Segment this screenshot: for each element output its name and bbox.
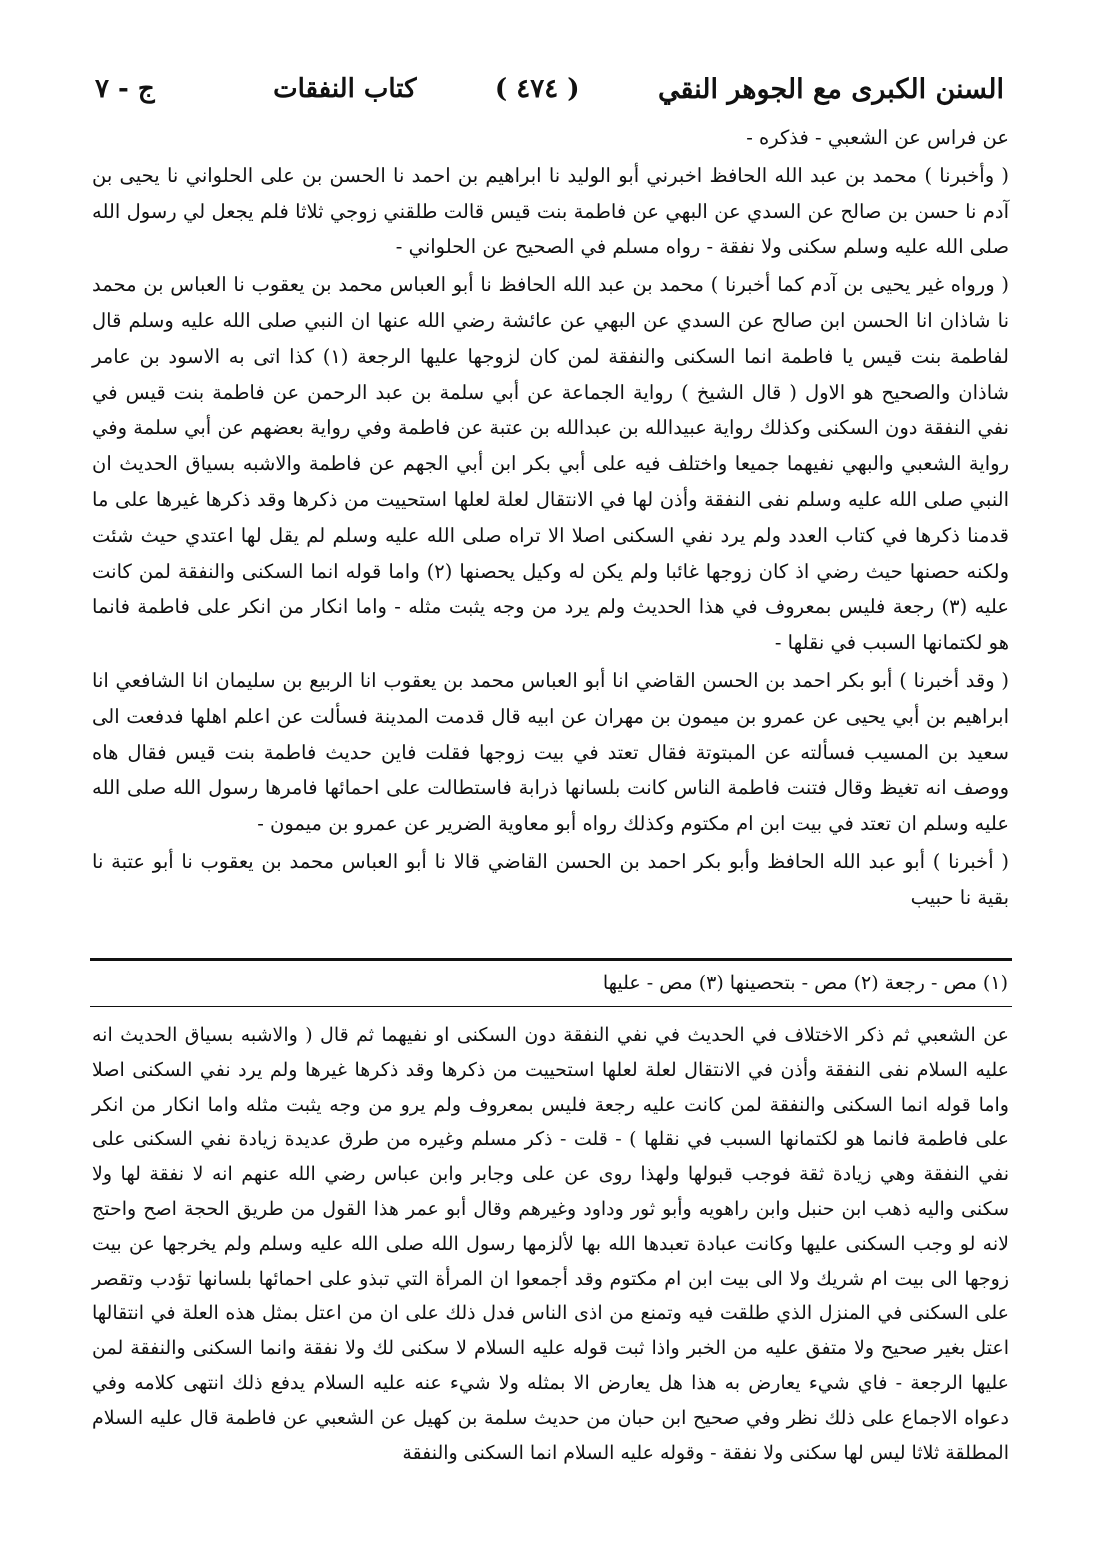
volume-number: ج - ٧	[95, 74, 155, 104]
main-text	[92, 120, 1009, 916]
paragraph: ( وأخبرنا ) محمد بن عبد الله الحافظ اخبرني أبو الوليد نا ابراهيم بن احمد نا الحسن بن على الحلواني نا يحيى بن آدم نا حسن بن صالح عن السدي عن البهي عن فاطمة بنت قيس قالت طلقني زوجي ثلاثا فلم يجعل لي رسول الله صلى الله عليه وسلم سكنى ولا نفقة - رواه مسلم في الصحيح عن الحلواني -	[92, 163, 1009, 259]
commentary-text	[92, 1018, 1009, 1470]
paragraph: ( وقد أخبرنا ) أبو بكر احمد بن الحسن القاضي انا أبو العباس محمد بن يعقوب انا الربيع بن سليمان انا الشافعي انا ابراهيم بن أبي يحيى عن عمرو بن ميمون بن مهران عن ابيه قال قدمت المدينة فسألت عن اعلم اهلها فدفعت الى سعيد بن المسيب فسألته عن المبتوتة فقال تعتد في بيت زوجها فقلت فاين حديث فاطمة بنت قيس فقال هاه ووصف انه تغيظ وقال فتنت فاطمة الناس كانت بلسانها ذرابة فاستطالت على احمائها فامرها رسول الله صلى الله عليه وسلم ان تعتد في بيت ابن ام مكتوم وكذلك رواه أبو معاوية الضرير عن عمرو بن ميمون -	[92, 668, 1009, 836]
commentary-divider	[90, 1006, 1012, 1007]
paragraph: عن فراس عن الشعبي - فذكره -	[746, 126, 1009, 149]
footnote: (١) مص - رجعة (٢) مص - بتحصينها (٣) مص - عليها	[602, 972, 1008, 994]
paragraph: ( ورواه غير يحيى بن آدم كما أخبرنا ) محمد بن عبد الله الحافظ نا أبو العباس محمد بن يعقوب نا العباس بن محمد نا شاذان انا الحسن ابن صالح عن السدي عن البهي عن عائشة رضي الله عنها ان النبي صلى الله عليه وسلم قال لفاطمة بنت قيس يا فاطمة انما السكنى والنفقة لمن كان لزوجها عليها الرجعة (١) كذا اتى به الاسود بن عامر شاذان والصحيح هو الاول ( قال الشيخ ) رواية الجماعة عن أبي سلمة بن عبد الرحمن عن فاطمة بنت قيس في نفي النفقة دون السكنى وكذلك رواية عبيدالله بن عبدالله بن عتبة عن فاطمة وفي رواية بعضهم عن أبي سلمة وفي رواية الشعبي والبهي نفيهما جميعا واختلف فيه على أبي بكر ابن أبي الجهم عن فاطمة والاشبه بسياق الحديث ان النبي صلى الله عليه وسلم نفى النفقة وأذن لها في الانتقال لعلة لعلها استحييت من ذكرها وقد ذكرها غيرها على ما قدمنا ذكرها في كتاب العدد ولم يرد نفي السكنى اصلا الا تراه صلى الله عليه وسلم لم يقل لها اعتدي حيث شئت ولكنه حصنها حيث رضي اذ كان زوجها غائبا ولم يكن له وكيل يحصنها (٢) واما قوله انما السكنى والنفقة لمن كانت عليه (٣) رجعة فليس بمعروف في هذا الحديث ولم يرد من وجه يثبت مثله - واما انكار من انكر على فاطمة فانما هو لكتمانها السبب في نقلها -	[92, 273, 1010, 655]
page-number: ( ٤٧٤ )	[494, 74, 580, 104]
paragraph: ( أخبرنا ) أبو عبد الله الحافظ وأبو بكر احمد بن الحسن القاضي قالا نا أبو العباس محمد بن يعقوب نا أبو عتبة نا بقية نا حبيب	[92, 849, 1009, 909]
page-header	[95, 64, 1004, 114]
section-divider	[90, 958, 1012, 961]
header-title: السنن الكبرى مع الجوهر النقي	[657, 73, 1004, 105]
commentary-paragraph: عن الشعبي ثم ذكر الاختلاف في الحديث في نفي النفقة دون السكنى او نفيهما ثم قال ( والاشبه بسياق الحديث انه عليه السلام نفى النفقة وأذن في الانتقال لعلة لعلها استحييت من ذكرها وقد ذكرها غيرها ولم يرد نفي السكنى اصلا واما قوله انما السكنى والنفقة لمن كانت عليه رجعة فليس بمعروف ولم يرو من وجه يثبت مثله واما انكار من انكر على فاطمة فانما هو لكتمانها السبب في نقلها ) - قلت - ذكر مسلم وغيره من طرق عديدة زيادة نفي السكنى على نفي النفقة وهي زيادة ثقة فوجب قبولها ولهذا روى عن على وجابر وابن عباس رضي الله عنهم انه لا نفقة لها ولا سكنى واليه ذهب ابن حنبل وابن راهويه وأبو ثور وداود وغيرهم وقال أبو عمر هذا القول من طريق الحجة اصح واحتج لانه لو وجب السكنى عليها وكانت عبادة تعبدها الله بها لألزمها رسول الله صلى الله عليه وسلم ولم يخرجها عن بيت زوجها الى بيت ام شريك ولا الى بيت ابن ام مكتوم وقد أجمعوا ان المرأة التي تبذو على احمائها بلسانها تؤدب وتقصر على السكنى في المنزل الذي طلقت فيه وتمنع من اذى الناس فدل ذلك على ان من اعتل بمثل هذه العلة في انتقالها اعتل بغير صحيح ولا متفق عليه من الخبر واذا ثبت قوله عليه السلام لا سكنى لك ولا نفقة وانما السكنى والنفقة لمن عليها الرجعة - فاي شيء يعارض به هذا هل يعارض الا بمثله ولا شيء عنه عليه السلام يدفع ذلك انتهى كلامه وفي دعواه الاجماع على ذلك نظر وفي صحيح ابن حبان من حديث سلمة بن كهيل عن الشعبي عن فاطمة قال عليه السلام المطلقة ثلاثا ليس لها سكنى ولا نفقة - وقوله عليه السلام انما السكنى والنفقة	[92, 1024, 1009, 1464]
book-title: كتاب النفقات	[273, 74, 417, 104]
